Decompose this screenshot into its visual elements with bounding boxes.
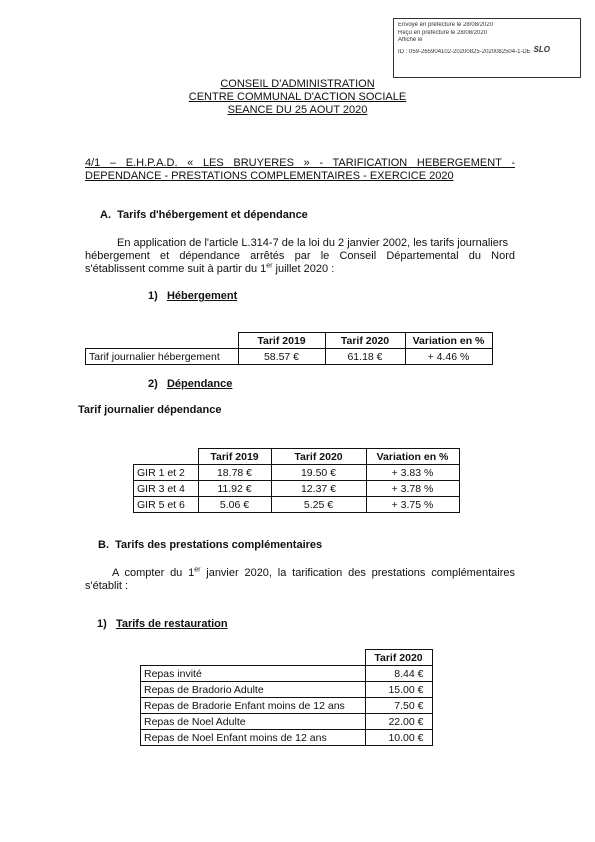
row-label: Repas de Noel Enfant moins de 12 ans [141,730,366,746]
cell: 18.78 € [198,465,271,481]
table-row [134,481,460,497]
row-label: GIR 3 et 4 [134,481,199,497]
session-date: SEANCE DU 25 AOUT 2020 [227,104,368,116]
row-label: Repas invité [141,666,366,682]
table-row [86,349,493,365]
ccas-title: CENTRE COMMUNAL D'ACTION SOCIALE [188,91,407,103]
row-label: Tarif journalier hébergement [86,349,239,365]
table-row [141,714,433,730]
subsection-dependance-title: Dépendance [166,378,233,390]
row-label: Repas de Noel Adulte [141,714,366,730]
col-header: Tarif 2020 [325,333,405,349]
section-b-intro [85,567,515,593]
stamp-line: Affiché le [398,37,423,43]
cell: 10.00 € [365,730,432,746]
table-row [141,730,433,746]
table-row [141,666,433,682]
col-header: Tarif 2020 [365,650,432,666]
cell: 5.06 € [198,497,271,513]
cell: + 3.75 % [366,497,459,513]
subsection-restauration: 1) Tarifs de restauration [97,618,228,630]
table-row [141,682,433,698]
prefecture-stamp [393,18,581,78]
section-a-heading [100,209,308,221]
col-header: Tarif 2020 [271,449,366,465]
subsection-restauration-title: Tarifs de restauration [115,618,228,630]
subsection-hebergement: 1) Hébergement [148,290,238,302]
section-b-letter: B. [98,539,109,551]
subject-line-1: 4/1 – E.H.P.A.D. « LES BRUYERES » - TARIFICATION HEBERGEMENT - [85,157,515,169]
col-header: Tarif 2019 [198,449,271,465]
row-label: GIR 5 et 6 [134,497,199,513]
cell: 7.50 € [365,698,432,714]
intro-line: En application de l'article L.314-7 de la loi du 2 janvier 2002, les tarifs journaliers [117,237,508,249]
cell: + 3.83 % [366,465,459,481]
table-row [134,465,460,481]
stamp-id: ID : 059-265904102-20200825-2020082504-1-DE [398,48,531,55]
cell: 22.00 € [365,714,432,730]
cell: 12.37 € [271,481,366,497]
intro-line: A compter du 1er janvier 2020, la tarification des prestations complémentaires [112,566,515,579]
row-label: GIR 1 et 2 [134,465,199,481]
cell: 61.18 € [325,349,405,365]
restauration-table [140,649,433,746]
col-header: Variation en % [366,449,459,465]
section-b-title: Tarifs des prestations complémentaires [115,539,323,551]
row-label: Repas de Bradorie Enfant moins de 12 ans [141,698,366,714]
intro-line: s'établit : [85,580,129,592]
cell: 15.00 € [365,682,432,698]
section-a-intro [85,237,515,276]
hebergement-table [85,332,493,365]
cell: 11.92 € [198,481,271,497]
table-row [134,497,460,513]
dependance-label: Tarif journalier dépendance [78,404,222,416]
cell: 19.50 € [271,465,366,481]
stamp-logo: SLO [533,45,550,54]
stamp-line: Reçu en préfecture le 28/08/2020 [398,29,488,36]
col-header: Variation en % [405,333,492,349]
cell: 8.44 € [365,666,432,682]
cell: 5.25 € [271,497,366,513]
col-header: Tarif 2019 [238,333,325,349]
council-title: CONSEIL D'ADMINISTRATION [220,78,375,90]
cell: 58.57 € [238,349,325,365]
intro-line: hébergement et dépendance arrêtés par le Conseil Départemental du Nord [85,250,515,262]
subsection-dependance: 2) Dépendance [148,378,233,390]
dependance-table [133,448,460,513]
section-b-heading [98,539,322,551]
stamp-line: Envoyé en préfecture le 28/08/2020 [398,22,494,28]
cell: + 4.46 % [405,349,492,365]
subject-line-2: DEPENDANCE - PRESTATIONS COMPLEMENTAIRES - EXERCICE 2020 [85,170,454,182]
section-a-letter: A. [100,209,111,221]
table-row [141,698,433,714]
subsection-hebergement-title: Hébergement [166,290,238,302]
row-label: Repas de Bradorio Adulte [141,682,366,698]
intro-line: s'établissent comme suit à partir du 1er juillet 2020 : [85,262,335,275]
cell: + 3.78 % [366,481,459,497]
section-a-title: Tarifs d'hébergement et dépendance [117,209,308,221]
